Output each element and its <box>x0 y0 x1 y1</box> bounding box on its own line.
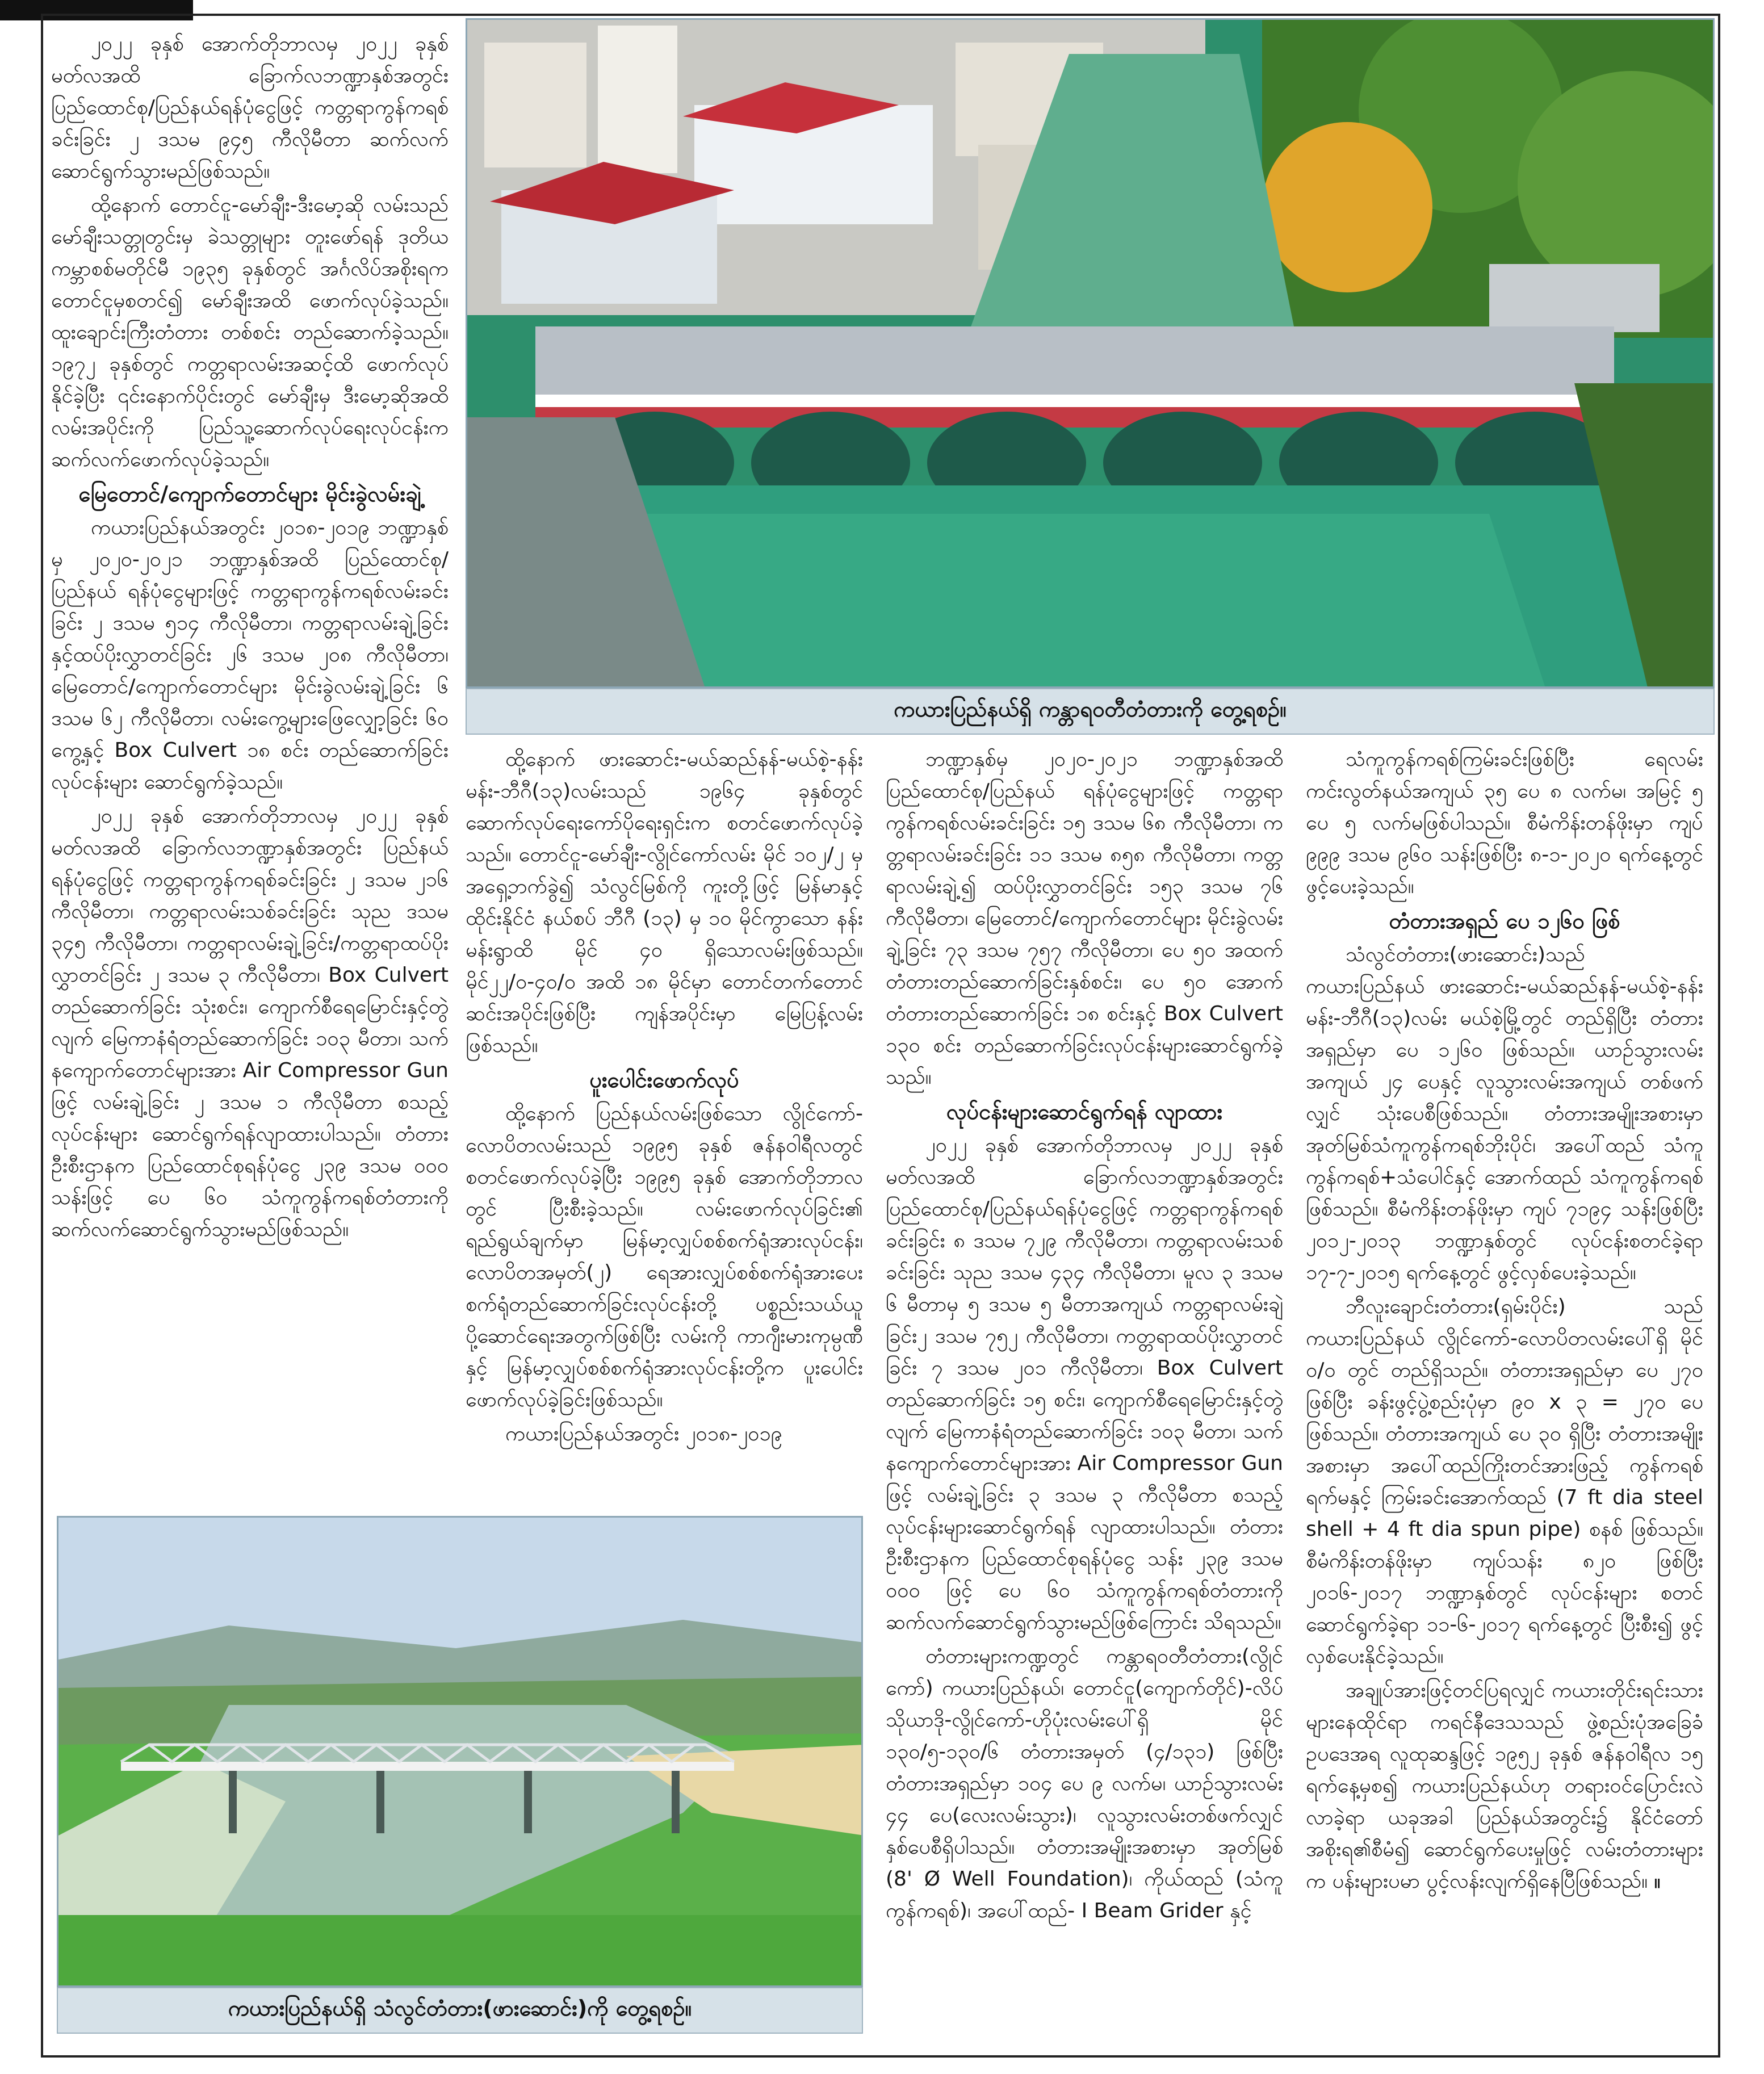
col1-heading: မြေတောင်/ကျောက်တောင်များ မိုင်းခွဲလမ်းချဲ့ <box>78 481 421 506</box>
col4-paragraph-4 <box>1306 1675 1703 1897</box>
col2-paragraph-3: ကယားပြည်နယ်အတွင်း ၂၀၁၈-၂၀၁၉ <box>505 1422 782 1445</box>
col4-paragraph-2: သံလွင်တံတား(ဖားဆောင်း)သည် ကယားပြည်နယ် ဖားဆောင်း-မယ်ဆည်နန်-မယ်စဲ့-နန်းမန်း-ဘီဂီ(၁၃)လမ်း မယ်စဲ့မြို့တွင် တည်ရှိပြီး တံတားအရှည်မှာ ပေ ၁၂၆၀ ဖြစ်သည်။ ယာဉ်သွားလမ်းအကျယ် ၂၄ ပေနှင့် လူသွားလမ်းအကျယ် တစ်ဖက်လျှင် သုံးပေစီဖြစ်သည်။ တံတားအမျိုးအစားမှာ အုတ်မြစ်သံကူကွန်ကရစ်ဘိုးပိုင်၊ အပေါ်ထည် သံကူကွန်ကရစ်+သံပေါင်နှင့် အောက်ထည် သံကူကွန်ကရစ်ဖြစ်သည်။ စီမံကိန်းတန်ဖိုးမှာ ကျပ် ၇၁၉၄ သန်းဖြစ်ပြီး ၂၀၁၂-၂၀၁၃ ဘဏ္ဍာနှစ်တွင် လုပ်ငန်းစတင်ခဲ့ရာ ၁၇-၇-၂၀၁၅ ရက်နေ့တွင် ဖွင့်လှစ်ပေးခဲ့သည်။ <box>1306 943 1703 1284</box>
river-bridge-illustration <box>58 1518 863 1987</box>
city-bridge-illustration <box>467 20 1715 688</box>
col1-paragraph-2: ထို့နောက် တောင်ငူ-မော်ချီး-ဒီးမော့ဆို လမ်းသည် မော်ချီးသတ္တုတွင်းမှ ခဲသတ္တုများ တူးဖော်ရန် ဒုတိယကမ္ဘာစစ်မတိုင်မီ ၁၉၃၅ ခုနှစ်တွင် အင်္ဂလိပ်အစိုးရက တောင်ငူမှစတင်၍ မော်ချီးအထိ ဖောက်လုပ်ခဲ့သည်။ ထူးချောင်းကြီးတံတား တစ်စင်း တည်ဆောက်ခဲ့သည်။ ၁၉၇၂ ခုနှစ်တွင် ကတ္တရာလမ်းအဆင့်ထိ ဖောက်လုပ်နိုင်ခဲ့ပြီး ၎င်းနောက်ပိုင်းတွင် မော်ချီးမှ ဒီးမော့ဆိုအထိ လမ်းအပိုင်းကို ပြည်သူ့ဆောက်လုပ်ရေးလုပ်ငန်းက ဆက်လက်ဖောက်လုပ်ခဲ့သည်။ <box>51 194 449 471</box>
col4-paragraph-1: သံကူကွန်ကရစ်ကြမ်းခင်းဖြစ်ပြီး ရေလမ်းကင်းလွတ်နယ်အကျယ် ၃၅ ပေ ၈ လက်မ၊ အမြင့် ၅ ပေ ၅ လက်မဖြစ်ပါသည်။ စီမံကိန်းတန်ဖိုးမှာ ကျပ် ၉၉၉ ဒသမ ၉၆၀ သန်းဖြစ်ပြီး ၈-၁-၂၀၂၀ ရက်နေ့တွင် ဖွင့်ပေးခဲ့သည်။ <box>1306 748 1703 898</box>
col4-heading: တံတားအရှည် ပေ ၁၂၆၀ ဖြစ် <box>1389 908 1620 933</box>
city-bridge-photo <box>466 18 1715 688</box>
column-3 <box>886 744 1283 2050</box>
bridge-photo-caption: ကယားပြည်နယ်ရှိ ကန္တာရဝတီတံတားကို တွေ့ရစဉ်။ <box>466 688 1715 735</box>
col3-paragraph-1: ဘဏ္ဍာနှစ်မှ ၂၀၂၀-၂၀၂၁ ဘဏ္ဍာနှစ်အထိ ပြည်ထောင်စု/ပြည်နယ် ရန်ပုံငွေများဖြင့် ကတ္တရာကွန်ကရစ်လမ်းခင်းခြင်း ၁၅ ဒသမ ၆၈ ကီလိုမီတာ၊ ကတ္တရာလမ်းခင်းခြင်း ၁၁ ဒသမ ၈၅၈ ကီလိုမီတာ၊ ကတ္တရာလမ်းချဲ့၍ ထပ်ပိုးလွှာတင်ခြင်း ၁၅၃ ဒသမ ၇၆ ကီလိုမီတာ၊ မြေတောင်/ကျောက်တောင်များ မိုင်းခွဲလမ်းချဲ့ခြင်း ၇၃ ဒသမ ၇၅၇ ကီလိုမီတာ၊ ပေ ၅၀ အထက် တံတားတည်ဆောက်ခြင်းနှစ်စင်း၊ ပေ ၅၀ အောက် တံတားတည်ဆောက်ခြင်း ၁၈ စင်းနှင့် Box Culvert ၁၃၀ စင်း တည်ဆောက်ခြင်းလုပ်ငန်းများဆောင်ရွက်ခဲ့သည်။ <box>886 748 1283 1089</box>
col2-paragraph-2: ထို့နောက် ပြည်နယ်လမ်းဖြစ်သော လွိုင်ကော်-လောပိတလမ်းသည် ၁၉၉၅ ခုနှစ် ဇန်နဝါရီလတွင် စတင်ဖောက်လုပ်ခဲ့ပြီး ၁၉၉၅ ခုနှစ် အောက်တိုဘာလတွင် ပြီးစီးခဲ့သည်။ လမ်းဖောက်လုပ်ခြင်း၏ ရည်ရွယ်ချက်မှာ မြန်မာ့လျှပ်စစ်စက်ရုံအားလုပ်ငန်း၊ လောပိတအမှတ်(၂) ရေအားလျှပ်စစ်စက်ရုံအားပေးစက်ရုံတည်ဆောက်ခြင်းလုပ်ငန်းတို့ ပစ္စည်းသယ်ယူပို့ဆောင်ရေးအတွက်ဖြစ်ပြီး လမ်းကို ကာဂျီးမားကုမ္ပဏီနှင့် မြန်မာ့လျှပ်စစ်စက်ရုံအားလုပ်ငန်းတို့က ပူးပေါင်းဖောက်လုပ်ခဲ့ခြင်းဖြစ်သည်။ <box>466 1102 863 1411</box>
col2-paragraph-1: ထို့နောက် ဖားဆောင်း-မယ်ဆည်နန်-မယ်စဲ့-နန်းမန်း-ဘီဂီ(၁၃)လမ်းသည် ၁၉၆၄ ခုနှစ်တွင် ဆောက်လုပ်ရေးကော်ပိုရေးရှင်းက စတင်ဖောက်လုပ်ခဲ့သည်။ တောင်ငူ-မော်ချီး-လွိုင်ကော်လမ်း မိုင် ၁၀၂/၂ မှ အရှေ့ဘက်ခွဲ၍ သံလွင်မြစ်ကို ကူးတို့ဖြင့် မြန်မာနှင့် ထိုင်းနိုင်ငံ နယ်စပ် ဘီဂီ (၁၃) မှ ၁၀ မိုင်ကွာသော နန်းမန်းရွာထိ မိုင် ၄၀ ရှိသောလမ်းဖြစ်သည်။ မိုင်၂၂/၀-၄၀/၀ အထိ ၁၈ မိုင်မှာ တောင်တက်တောင်ဆင်းအပိုင်းဖြစ်ပြီး ကျန်အပိုင်းမှာ မြေပြန့်လမ်းဖြစ်သည်။ <box>466 748 863 1057</box>
col3-paragraph-3: တံတားများကဏ္ဍတွင် ကန္တာရဝတီတံတား(လွိုင်ကော်) ကယားပြည်နယ်၊ တောင်ငူ(ကျောက်တိုင်)-လိပ်သိုယာဒို-လွိုင်ကော်-ဟိုပုံးလမ်းပေါ်ရှိ မိုင် ၁၃၀/၅-၁၃၀/၆ တံတားအမှတ် (၄/၁၃၁) ဖြစ်ပြီး တံတားအရှည်မှာ ၁၀၄ ပေ ၉ လက်မ၊ ယာဉ်သွားလမ်း ၄၄ ပေ(လေးလမ်းသွား)၊ လူသွားလမ်းတစ်ဖက်လျှင် နှစ်ပေစီရှိပါသည်။ တံတားအမျိုးအစားမှာ အုတ်မြစ် (8' Ø Well Foundation)၊ ကိုယ်ထည် (သံကူကွန်ကရစ်)၊ အပေါ်ထည်- I Beam Grider နှင့် <box>886 1645 1283 1922</box>
river-bridge-photo-caption: ကယားပြည်နယ်ရှိ သံလွင်တံတား(ဖားဆောင်း)ကို တွေ့ရစဉ်။ <box>57 1987 863 2034</box>
end-mark: ။ <box>1654 1870 1661 1893</box>
col3-heading: လုပ်ငန်းများဆောင်ရွက်ရန် လျာထား <box>946 1099 1223 1124</box>
col1-paragraph-1: ၂၀၂၂ ခုနှစ် အောက်တိုဘာလမှ ၂၀၂၂ ခုနှစ် မတ်လအထိ ခြောက်လဘဏ္ဍာနှစ်အတွင်း ပြည်ထောင်စု/ပြည်နယ်ရန်ပုံငွေဖြင့် ကတ္တရာကွန်ကရစ် ခင်းခြင်း ၂ ဒသမ ၉၄၅ ကီလိုမီတာ ဆက်လက်ဆောင်ရွက်သွားမည်ဖြစ်သည်။ <box>51 32 449 183</box>
col4-paragraph-3: ဘီလူးချောင်းတံတား(ရှမ်းပိုင်း) သည် ကယားပြည်နယ် လွိုင်ကော်-လောပိတလမ်းပေါ်ရှိ မိုင် ၀/၀ တွင် တည်ရှိသည်။ တံတားအရှည်မှာ ပေ ၂၇၀ ဖြစ်ပြီး ခန်းဖွင့်ပွဲ့စည်းပုံမှာ ၉၀ x ၃ = ၂၇၀ ပေ ဖြစ်သည်။ တံတားအကျယ် ပေ ၃၀ ရှိပြီး တံတားအမျိုးအစားမှာ အပေါ်ထည်ကြိုးတင်အားဖြည့် ကွန်ကရစ်ရက်မနှင့် ကြမ်းခင်းအောက်ထည် (7 ft dia steel shell + 4 ft dia spun pipe) စနစ် ဖြစ်သည်။ စီမံကိန်းတန်ဖိုးမှာ ကျပ်သန်း ၈၂၀ ဖြစ်ပြီး ၂၀၁၆-၂၀၁၇ ဘဏ္ဍာနှစ်တွင် လုပ်ငန်းများ စတင်ဆောင်ရွက်ခဲ့ရာ ၁၁-၆-၂၀၁၇ ရက်နေ့တွင် ပြီးစီး၍ ဖွင့်လှစ်ပေးနိုင်ခဲ့သည်။ <box>1306 1295 1703 1668</box>
river-bridge-photo <box>57 1516 863 1987</box>
col1-paragraph-3: ကယားပြည်နယ်အတွင်း ၂၀၁၈-၂၀၁၉ ဘဏ္ဍာနှစ်မှ ၂၀၂၀-၂၀၂၁ ဘဏ္ဍာနှစ်အထိ ပြည်ထောင်စု/ပြည်နယ် ရန်ပုံငွေများဖြင့် ကတ္တရာကွန်ကရစ်လမ်းခင်းခြင်း ၂ ဒသမ ၅၁၄ ကီလိုမီတာ၊ ကတ္တရာလမ်းချဲ့ခြင်းနှင့်ထပ်ပိုးလွှာတင်ခြင်း ၂၆ ဒသမ ၂၀၈ ကီလိုမီတာ၊ မြေတောင်/ကျောက်တောင်များ မိုင်းခွဲလမ်းချဲ့ခြင်း ၆ ဒသမ ၆၂ ကီလိုမီတာ၊ လမ်းကွေ့များဖြေလျှော့ခြင်း ၆၀ ကွေ့နှင့် Box Culvert ၁၈ စင်း တည်ဆောက်ခြင်းလုပ်ငန်းများ ဆောင်ရွက်ခဲ့သည်။ <box>51 516 449 794</box>
col1-paragraph-4: ၂၀၂၂ ခုနှစ် အောက်တိုဘာလမှ ၂၀၂၂ ခုနှစ် မတ်လအထိ ခြောက်လဘဏ္ဍာနှစ်အတွင်း ပြည်နယ်ရန်ပုံငွေဖြင့် ကတ္တရာကွန်ကရစ်ခင်းခြင်း ၂ ဒသမ ၂၁၆ ကီလိုမီတာ၊ ကတ္တရာလမ်းသစ်ခင်းခြင်း သုည ဒသမ ၃၄၅ ကီလိုမီတာ၊ ကတ္တရာလမ်းချဲ့ခြင်း/ကတ္တရာထပ်ပိုးလွှာတင်ခြင်း ၂ ဒသမ ၃ ကီလိုမီတာ၊ Box Culvert တည်ဆောက်ခြင်း သုံးစင်း၊ ကျောက်စီရေမြောင်းနှင့်တွဲလျက် မြေကာနံရံတည်ဆောက်ခြင်း ၁၀၃ မီတာ၊ သက်နကျောက်တောင်များအား Air Compressor Gun ဖြင့် လမ်းချဲ့ခြင်း ၂ ဒသမ ၁ ကီလိုမီတာ စသည့်လုပ်ငန်းများ ဆောင်ရွက်ရန်လျာထားပါသည်။ တံတားဦးစီးဌာနက ပြည်ထောင်စုရန်ပုံငွေ ၂၃၉ ဒသမ ၀၀၀ သန်းဖြင့် ပေ ၆၀ သံကူကွန်ကရစ်တံတားကို ဆက်လက်ဆောင်ရွက်သွားမည်ဖြစ်သည်။ <box>51 805 449 1241</box>
column-2 <box>466 744 863 1499</box>
col4-paragraph-4-text: အချုပ်အားဖြင့်တင်ပြရလျှင် ကယားတိုင်းရင်းသားများနေထိုင်ရာ ကရင်နီဒေသသည် ဖွဲ့စည်းပုံအခြေခံဥပဒေအရ လူထုဆန္ဒဖြင့် ၁၉၅၂ ခုနှစ် ဇန်နဝါရီလ ၁၅ ရက်နေ့မှစ၍ ကယားပြည်နယ်ဟု တရားဝင်ပြောင်းလဲလာခဲ့ရာ ယခုအခါ ပြည်နယ်အတွင်း၌ နိုင်ငံတော်အစိုးရ၏စီမံ၍ ဆောင်ရွက်ပေးမှုဖြင့် လမ်းတံတားများက ပန်းများပမာ ပွင့်လန်းလျက်ရှိနေပြီဖြစ်သည်။ <box>1306 1679 1703 1893</box>
column-1 <box>51 28 449 1470</box>
col3-paragraph-2: ၂၀၂၂ ခုနှစ် အောက်တိုဘာလမှ ၂၀၂၂ ခုနှစ် မတ်လအထိ ခြောက်လဘဏ္ဍာနှစ်အတွင်း ပြည်ထောင်စု/ပြည်နယ်ရန်ပုံငွေဖြင့် ကတ္တရာကွန်ကရစ် ခင်းခြင်း ၈ ဒသမ ၇၂၉ ကီလိုမီတာ၊ ကတ္တရာလမ်းသစ်ခင်းခြင်း သုည ဒသမ ၄၃၄ ကီလိုမီတာ၊ မူလ ၃ ဒသမ ၆ မီတာမှ ၅ ဒသမ ၅ မီတာအကျယ် ကတ္တရာလမ်းချဲ့ခြင်း၂ ဒသမ ၇၅၂ ကီလိုမီတာ၊ ကတ္တရာထပ်ပိုးလွှာတင်ခြင်း ၇ ဒသမ ၂၀၁ ကီလိုမီတာ၊ Box Culvert တည်ဆောက်ခြင်း ၁၅ စင်း၊ ကျောက်စီရေမြောင်းနှင့်တွဲလျက် မြေကာနံရံတည်ဆောက်ခြင်း ၁၀၃ မီတာ၊ သက်နကျောက်တောင်များအား Air Compressor Gun ဖြင့် လမ်းချဲ့ခြင်း ၃ ဒသမ ၃ ကီလိုမီတာ စသည့်လုပ်ငန်းများဆောင်ရွက်ရန် လျာထားပါသည်။ တံတားဦးစီးဌာနက ပြည်ထောင်စုရန်ပုံငွေ သန်း ၂၃၉ ဒသမ ၀၀၀ ဖြင့် ပေ ၆၀ သံကူကွန်ကရစ်တံတားကို ဆက်လက်ဆောင်ရွက်သွားမည်ဖြစ်ကြောင်း သိရသည်။ <box>886 1134 1283 1634</box>
column-4 <box>1306 744 1703 2050</box>
col2-heading: ပူးပေါင်းဖောက်လုပ် <box>589 1067 739 1092</box>
